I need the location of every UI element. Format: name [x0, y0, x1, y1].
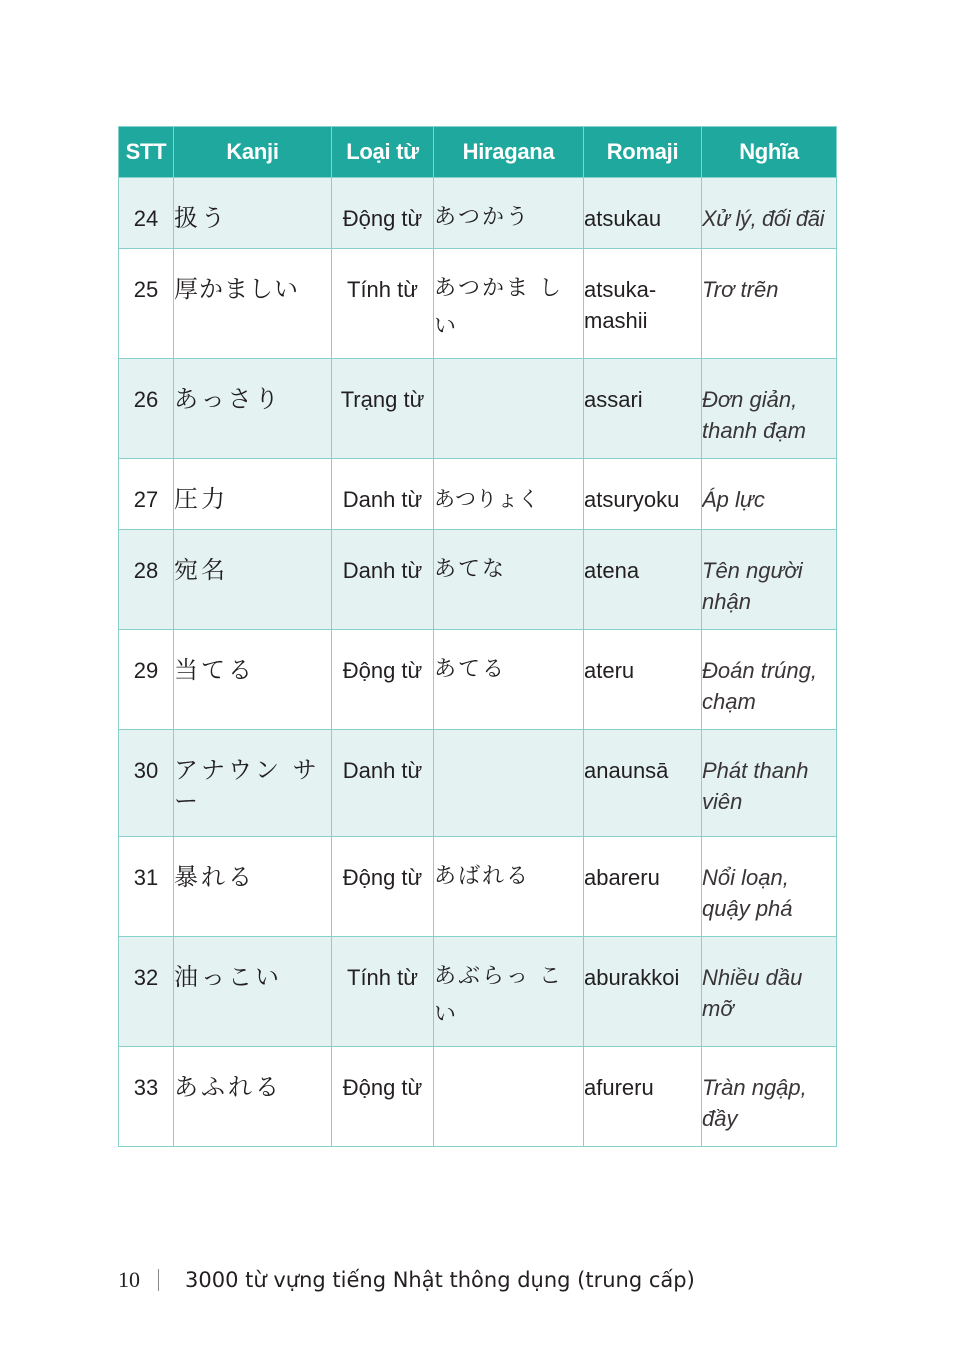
cell-meaning: Áp lực — [702, 459, 837, 530]
cell-romaji: atsuryoku — [584, 459, 702, 530]
cell-meaning: Nhiều dầu mỡ — [702, 937, 837, 1047]
cell-kanji: あふれる — [174, 1047, 332, 1147]
cell-hiragana — [434, 730, 584, 837]
cell-hiragana: あてな — [434, 530, 584, 630]
cell-meaning: Phát thanh viên — [702, 730, 837, 837]
cell-meaning: Trơ trẽn — [702, 249, 837, 359]
cell-meaning: Tràn ngập, đầy — [702, 1047, 837, 1147]
cell-romaji: ateru — [584, 630, 702, 730]
table-row — [119, 630, 837, 730]
cell-stt: 27 — [119, 459, 174, 530]
book-title: 3000 từ vựng tiếng Nhật thông dụng (trung cấp) — [185, 1268, 695, 1292]
table-body — [119, 178, 837, 1147]
cell-meaning: Xử lý, đối đãi — [702, 178, 837, 249]
footer-divider — [158, 1269, 159, 1291]
table-header — [119, 127, 837, 178]
cell-stt: 33 — [119, 1047, 174, 1147]
cell-kanji: 宛名 — [174, 530, 332, 630]
header-romaji: Romaji — [584, 127, 702, 178]
cell-hiragana — [434, 1047, 584, 1147]
cell-meaning: Nổi loạn, quậy phá — [702, 837, 837, 937]
cell-kanji: 油っこい — [174, 937, 332, 1047]
cell-stt: 26 — [119, 359, 174, 459]
cell-word-type: Danh từ — [332, 530, 434, 630]
cell-word-type: Động từ — [332, 837, 434, 937]
cell-kanji: 圧力 — [174, 459, 332, 530]
page-footer — [118, 1262, 695, 1298]
table-row — [119, 837, 837, 937]
cell-word-type: Tính từ — [332, 249, 434, 359]
cell-meaning: Đơn giản, thanh đạm — [702, 359, 837, 459]
table-row — [119, 178, 837, 249]
cell-kanji: 暴れる — [174, 837, 332, 937]
header-word-type: Loại từ — [332, 127, 434, 178]
table-row — [119, 359, 837, 459]
cell-stt: 32 — [119, 937, 174, 1047]
cell-word-type: Động từ — [332, 630, 434, 730]
cell-romaji: anaunsā — [584, 730, 702, 837]
cell-kanji: アナウン サー — [174, 730, 332, 837]
cell-stt: 29 — [119, 630, 174, 730]
cell-romaji: atsukau — [584, 178, 702, 249]
table-row — [119, 530, 837, 630]
table-row — [119, 459, 837, 530]
header-kanji: Kanji — [174, 127, 332, 178]
cell-kanji: あっさり — [174, 359, 332, 459]
cell-stt: 24 — [119, 178, 174, 249]
cell-romaji: atsuka- mashii — [584, 249, 702, 359]
cell-meaning: Tên người nhận — [702, 530, 837, 630]
cell-hiragana: あてる — [434, 630, 584, 730]
vocabulary-table — [118, 126, 837, 1147]
cell-romaji: afureru — [584, 1047, 702, 1147]
cell-word-type: Tính từ — [332, 937, 434, 1047]
cell-stt: 25 — [119, 249, 174, 359]
cell-kanji: 当てる — [174, 630, 332, 730]
cell-romaji: atena — [584, 530, 702, 630]
cell-kanji: 厚かましい — [174, 249, 332, 359]
cell-meaning: Đoán trúng, chạm — [702, 630, 837, 730]
cell-romaji: aburakkoi — [584, 937, 702, 1047]
header-row — [119, 127, 837, 178]
cell-romaji: assari — [584, 359, 702, 459]
cell-romaji: abareru — [584, 837, 702, 937]
header-hiragana: Hiragana — [434, 127, 584, 178]
cell-word-type: Danh từ — [332, 730, 434, 837]
cell-stt: 30 — [119, 730, 174, 837]
cell-kanji: 扱う — [174, 178, 332, 249]
header-stt: STT — [119, 127, 174, 178]
cell-word-type: Danh từ — [332, 459, 434, 530]
table-row — [119, 249, 837, 359]
cell-word-type: Động từ — [332, 1047, 434, 1147]
cell-word-type: Trạng từ — [332, 359, 434, 459]
table-row — [119, 1047, 837, 1147]
cell-hiragana: あぶらっ こい — [434, 937, 584, 1047]
cell-hiragana: あつりょく — [434, 459, 584, 530]
cell-stt: 28 — [119, 530, 174, 630]
table-row — [119, 937, 837, 1047]
cell-hiragana: あつかう — [434, 178, 584, 249]
cell-hiragana: あばれる — [434, 837, 584, 937]
cell-stt: 31 — [119, 837, 174, 937]
cell-hiragana — [434, 359, 584, 459]
header-meaning: Nghĩa — [702, 127, 837, 178]
cell-word-type: Động từ — [332, 178, 434, 249]
table-row — [119, 730, 837, 837]
page-number: 10 — [118, 1267, 140, 1292]
cell-hiragana: あつかま しい — [434, 249, 584, 359]
